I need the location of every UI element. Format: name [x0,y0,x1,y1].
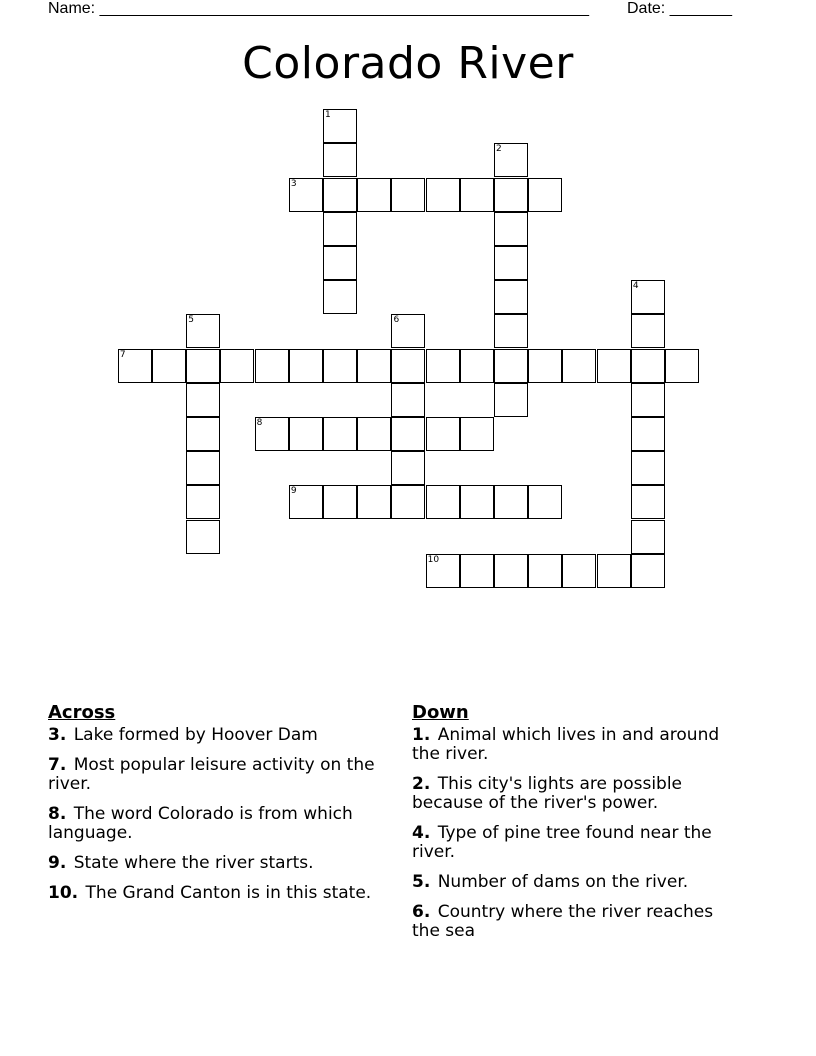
cell-number: 4 [632,281,639,292]
grid-cell[interactable] [494,246,528,280]
clue-text: This city's lights are possible because of the river's power. [412,774,683,813]
grid-cell[interactable] [323,109,357,143]
grid-cell[interactable] [562,554,596,588]
across-clue [48,726,388,745]
grid-cell[interactable] [631,485,665,519]
clue-text: Type of pine tree found near the river. [412,823,712,862]
down-clue [412,726,742,764]
cell-number: 9 [290,486,297,497]
grid-cell[interactable] [528,178,562,212]
grid-cell[interactable] [323,349,357,383]
grid-cell[interactable] [426,178,460,212]
grid-cell[interactable] [426,417,460,451]
grid-cell[interactable] [323,178,357,212]
page-title: Colorado River [242,38,574,89]
grid-cell[interactable] [357,178,391,212]
grid-cell[interactable] [494,280,528,314]
grid-cell[interactable] [528,485,562,519]
down-heading: Down [412,702,469,723]
grid-cell[interactable] [494,554,528,588]
grid-cell[interactable] [631,280,665,314]
grid-cell[interactable] [494,383,528,417]
grid-cell[interactable] [597,554,631,588]
down-clue [412,775,742,813]
across-heading: Across [48,702,116,723]
grid-cell[interactable] [494,178,528,212]
across-clue [48,805,388,843]
grid-cell[interactable] [289,178,323,212]
grid-cell[interactable] [391,349,425,383]
clue-number: 2. [412,774,431,794]
grid-cell[interactable] [426,485,460,519]
grid-cell[interactable] [631,383,665,417]
grid-cell[interactable] [631,314,665,348]
cell-number: 1 [325,110,331,121]
grid-cell[interactable] [391,485,425,519]
clue-number: 3. [48,725,67,745]
grid-cell[interactable] [220,349,254,383]
grid-cell[interactable] [323,485,357,519]
grid-cell[interactable] [289,485,323,519]
clue-number: 8. [48,804,67,824]
grid-cell[interactable] [631,417,665,451]
grid-cell[interactable] [562,349,596,383]
grid-cell[interactable] [426,349,460,383]
grid-cell[interactable] [186,485,220,519]
grid-cell[interactable] [391,417,425,451]
grid-cell[interactable] [323,143,357,177]
grid-cell[interactable] [186,383,220,417]
grid-cell[interactable] [323,417,357,451]
across-clues [48,702,388,914]
grid-cell[interactable] [494,349,528,383]
grid-cell[interactable] [391,314,425,348]
cell-number: 8 [256,418,263,429]
grid-cell[interactable] [494,143,528,177]
clue-number: 6. [412,902,431,922]
grid-cell[interactable] [255,417,289,451]
clue-text: State where the river starts. [73,853,314,873]
grid-cell[interactable] [152,349,186,383]
grid-cell[interactable] [597,349,631,383]
cell-number: 3 [290,178,297,189]
grid-cell[interactable] [289,417,323,451]
cell-number: 7 [119,349,126,360]
cell-number: 6 [393,315,400,326]
cell-number: 5 [188,315,194,326]
grid-cell[interactable] [665,349,699,383]
grid-cell[interactable] [460,349,494,383]
clue-number: 5. [412,872,431,892]
clue-text: Country where the river reaches the sea [412,902,714,941]
clue-number: 1. [412,725,431,745]
down-clue [412,824,742,862]
across-clue [48,884,388,903]
grid-cell[interactable] [631,520,665,554]
grid-cell[interactable] [323,246,357,280]
date-field: Date: _______ [627,0,732,17]
grid-cell[interactable] [494,314,528,348]
clue-text: Number of dams on the river. [437,872,689,892]
grid-cell[interactable] [460,554,494,588]
grid-cell[interactable] [426,554,460,588]
grid-cell[interactable] [186,451,220,485]
clue-text: The Grand Canton is in this state. [85,883,372,903]
grid-cell[interactable] [460,178,494,212]
grid-cell[interactable] [631,349,665,383]
clue-number: 7. [48,755,67,775]
across-clue [48,854,388,873]
clue-number: 10. [48,883,79,903]
grid-cell[interactable] [391,383,425,417]
grid-cell[interactable] [460,417,494,451]
clue-text: Animal which lives in and around the river. [412,725,720,764]
grid-cell[interactable] [391,451,425,485]
grid-cell[interactable] [391,178,425,212]
down-clues [412,702,742,952]
grid-cell[interactable] [186,349,220,383]
clue-text: Most popular leisure activity on the river. [48,755,375,794]
grid-cell[interactable] [528,349,562,383]
grid-cell[interactable] [494,485,528,519]
cell-number: 2 [496,144,502,155]
grid-cell[interactable] [631,451,665,485]
clue-text: The word Colorado is from which language. [48,804,353,843]
grid-cell[interactable] [118,349,152,383]
grid-cell[interactable] [631,554,665,588]
grid-cell[interactable] [528,554,562,588]
cell-number: 10 [427,554,440,565]
grid-cell[interactable] [357,349,391,383]
grid-cell[interactable] [323,212,357,246]
down-clue [412,873,742,892]
across-clue [48,756,388,794]
clue-text: Lake formed by Hoover Dam [73,725,318,745]
grid-cell[interactable] [357,417,391,451]
grid-cell[interactable] [494,212,528,246]
grid-cell[interactable] [186,417,220,451]
clue-number: 9. [48,853,67,873]
name-field: Name: _______________________________________________________ [48,0,589,17]
grid-cell[interactable] [255,349,289,383]
grid-cell[interactable] [323,280,357,314]
down-clue [412,903,742,941]
grid-cell[interactable] [460,485,494,519]
grid-cell[interactable] [357,485,391,519]
grid-cell[interactable] [289,349,323,383]
grid-cell[interactable] [186,520,220,554]
clue-number: 4. [412,823,431,843]
grid-cell[interactable] [186,314,220,348]
